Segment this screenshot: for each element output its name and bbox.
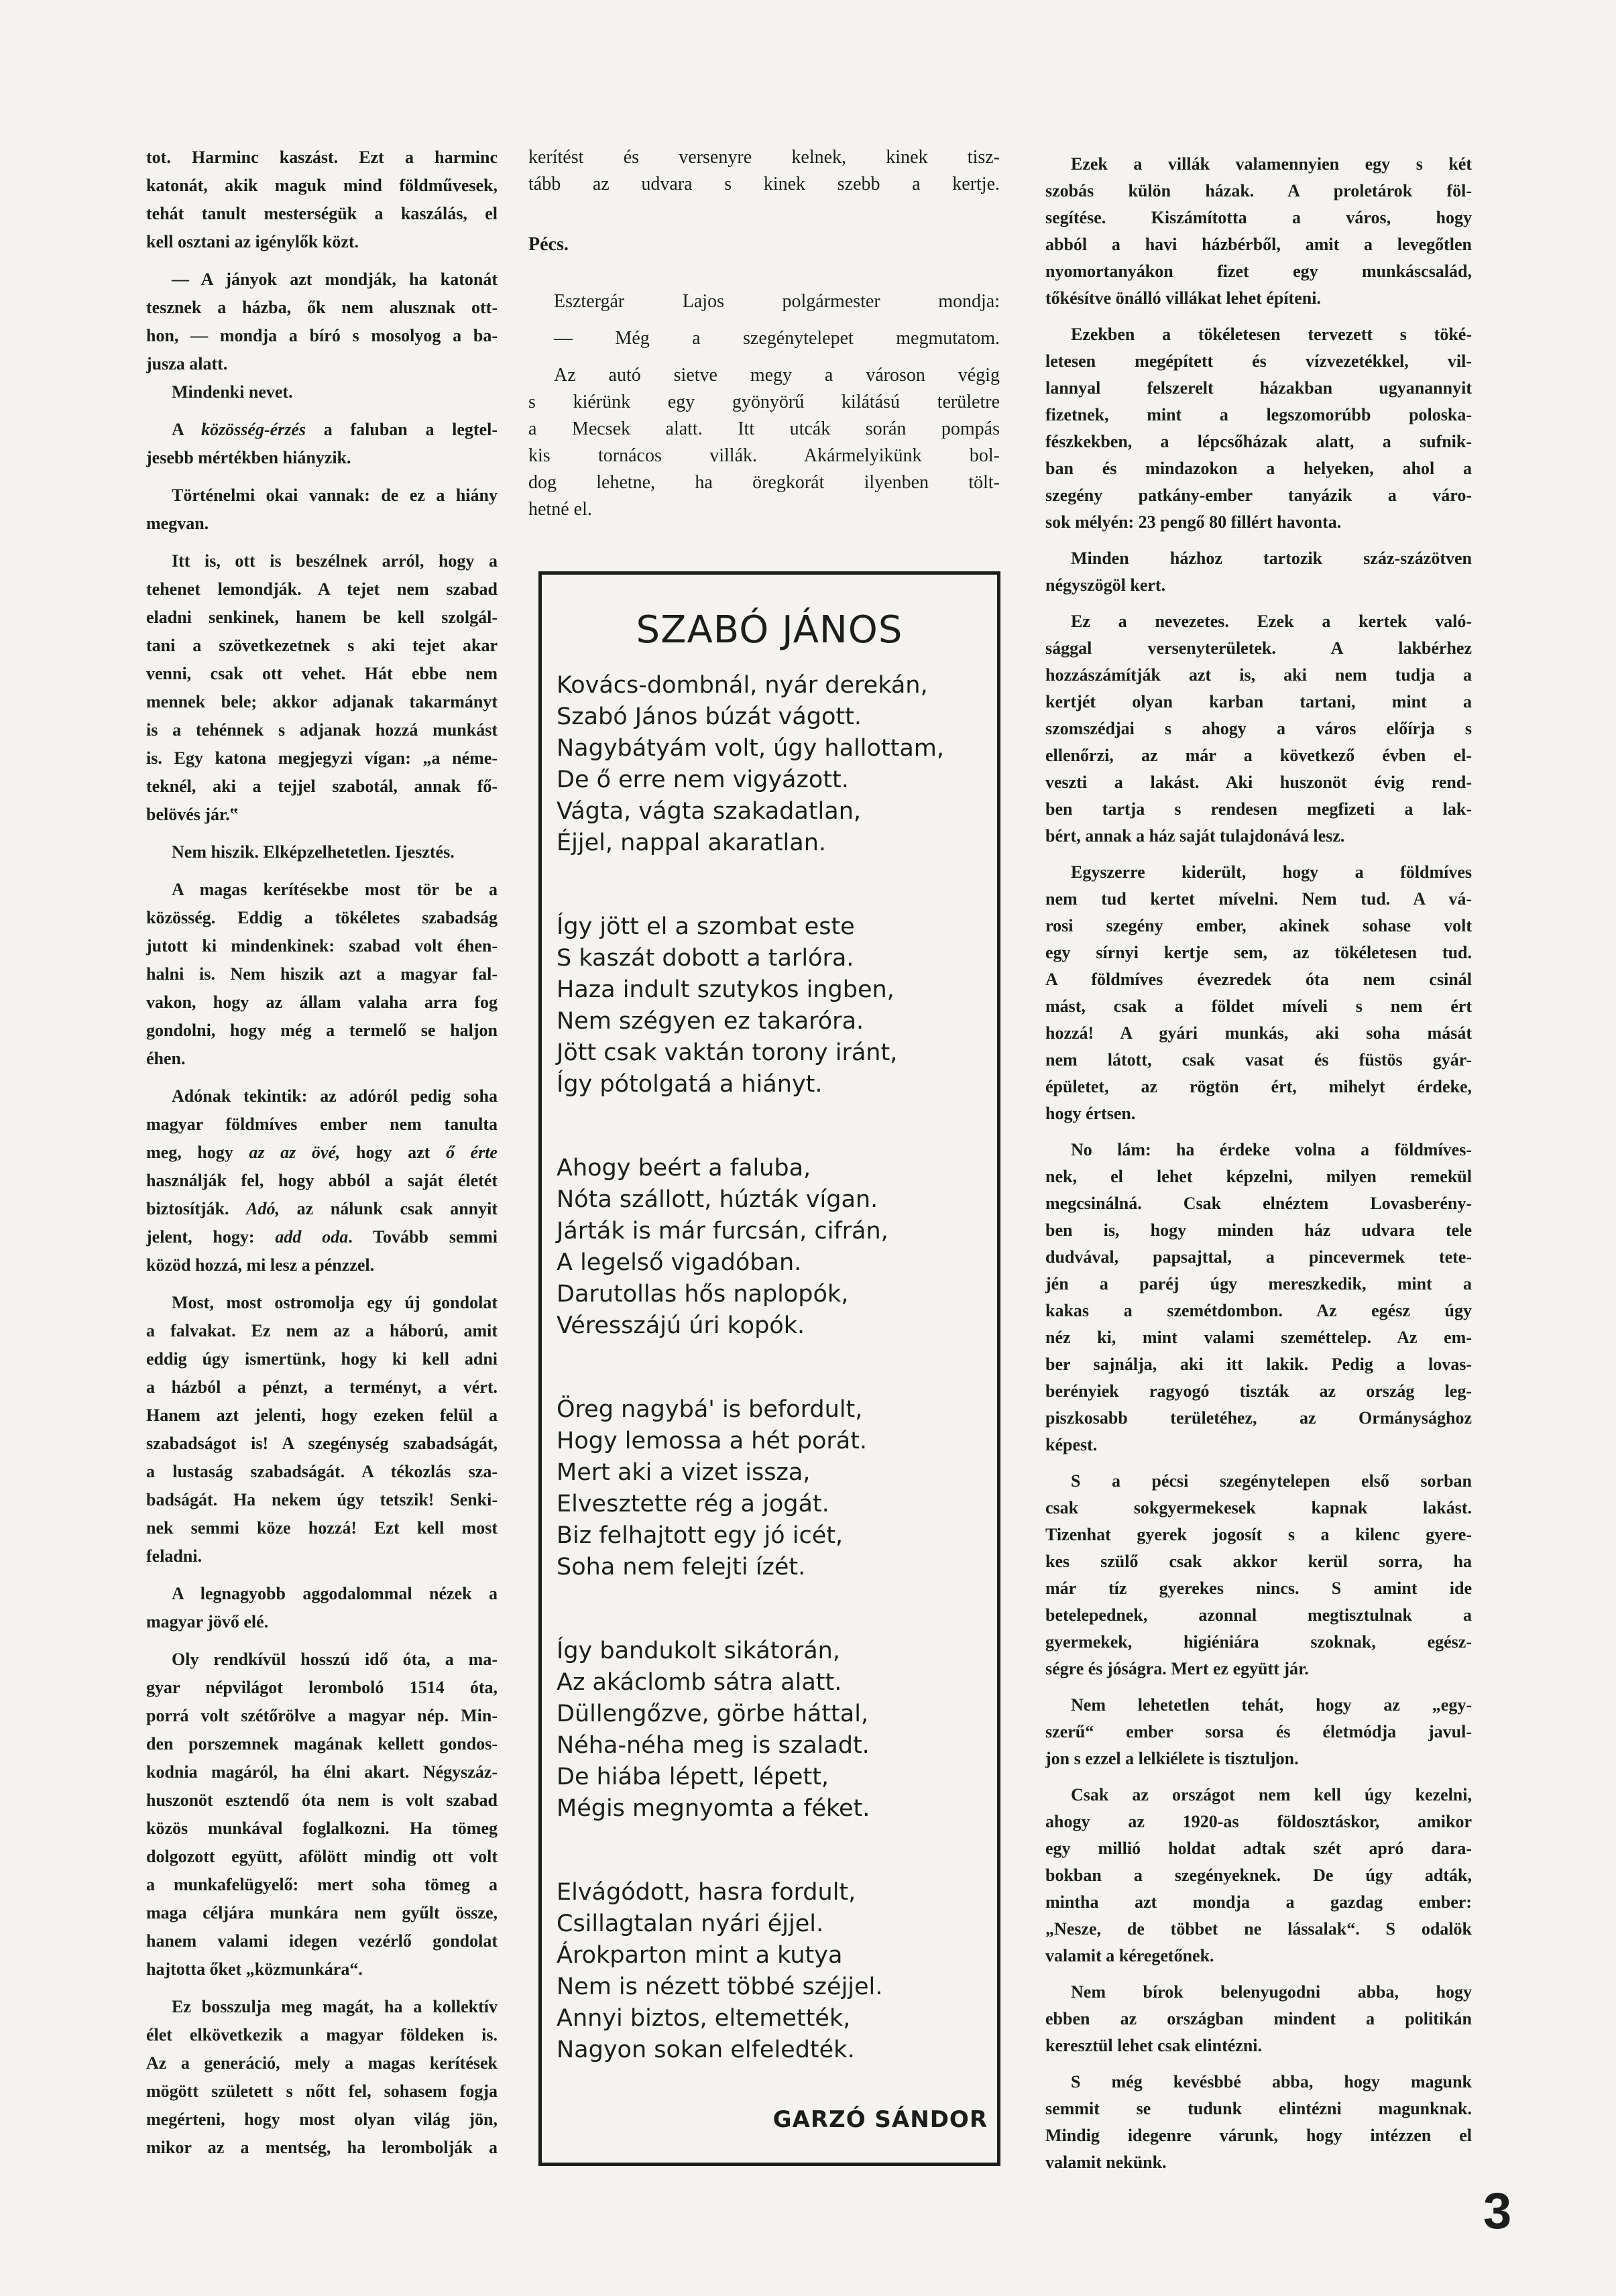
paragraph: [146, 481, 498, 538]
text-line: csak sokgyermekesek kapnak lakást.: [1045, 1498, 1472, 1517]
text-line: egy millió holdat adtak szét apró dara-: [1045, 1839, 1472, 1858]
text-line: segítése. Kiszámította a város, hogy: [1045, 208, 1472, 227]
text-line: valamit a kéregetőnek.: [1045, 1946, 1214, 1965]
poem-line: Néha-néha meg is szaladt.: [557, 1732, 870, 1759]
text-line: Adónak tekintik: az adóról pedig soha: [172, 1086, 498, 1106]
text-line: mennek bele; akkor adjanak takarmányt: [146, 692, 498, 711]
text-line: keresztül lehet csak elintézni.: [1045, 2036, 1263, 2055]
text-span: hogy azt: [340, 1143, 446, 1162]
text-span: jelent, hogy:: [146, 1227, 276, 1247]
text-line: Csak az országot nem kell úgy kezelni,: [1071, 1785, 1472, 1804]
poem-stanza: [557, 670, 990, 859]
text-line: megvan.: [146, 514, 209, 533]
poem-line: Véresszájú úri kopók.: [557, 1312, 805, 1339]
poem-line: Nóta szállott, húzták vígan.: [557, 1186, 878, 1213]
text-line: közöd hozzá, mi lesz a pénzzel.: [146, 1255, 375, 1275]
text-line: is a tehénnek s adjanak hozzá munkást: [146, 720, 498, 740]
poem-line: Nem szégyen ez takaróra.: [557, 1008, 864, 1035]
text-line: katonát, akik maguk mind földművesek,: [146, 176, 498, 195]
poem-line: Éjjel, nappal akaratlan.: [557, 829, 827, 856]
text-line: maga céljára munkára nem gyűlt össze,: [146, 1903, 498, 1922]
text-line: hetné el.: [528, 499, 592, 520]
text-line: Ezekben a tökéletesen tervezett s töké-: [1071, 325, 1472, 344]
text-span: biztosítják.: [146, 1199, 247, 1218]
paragraph: [146, 547, 498, 829]
text-line: kakas a szemétdombon. Az egész úgy: [1045, 1301, 1472, 1320]
text-line: nek semmi köze hozzá! Ezt kell most: [146, 1518, 498, 1538]
paragraph: [1045, 151, 1472, 312]
text-line: négyszögöl kert.: [1045, 575, 1166, 595]
text-line: Nem lehetetlen tehát, hogy az „egy-: [1071, 1695, 1472, 1715]
text-line: Most, most ostromolja egy új gondolat: [172, 1293, 498, 1312]
poem-line: Vágta, vágta szakadatlan,: [557, 798, 862, 825]
poem-line: De ő erre nem vigyázott.: [557, 766, 849, 793]
text-line: A földmíves évezredek óta nem csinál: [1045, 970, 1472, 989]
text-line: nek, el lehet képzelni, milyen remekül: [1045, 1167, 1472, 1186]
text-line: szomszédjai s ahogy a város előírja s: [1045, 719, 1472, 738]
article-column-2: [528, 144, 1000, 523]
text-line: porrá volt szétőrölve a magyar nép. Min-: [146, 1706, 498, 1725]
paragraph: [146, 1289, 498, 1570]
section-heading: [528, 231, 1000, 258]
italic-text: ő érte: [445, 1143, 498, 1162]
paragraph: [146, 144, 498, 256]
text-line: Mindenki nevet.: [172, 382, 293, 402]
poem-stanza: [557, 911, 990, 1100]
text-line: Itt is, ott is beszélnek arról, hogy a: [172, 551, 498, 571]
text-line: Az a generáció, mely a magas kerítések: [146, 2053, 498, 2073]
text-line: venni, csak ott vehet. Hát ebbe nem: [146, 664, 498, 683]
paragraph: [146, 266, 498, 378]
poem-line: Nagybátyám volt, úgy hallottam,: [557, 735, 944, 762]
paragraph: [1045, 1979, 1472, 2059]
text-line: a munkafelügyelő: mert soha tömeg a: [146, 1875, 498, 1894]
text-line: berényiek ragyogó tiszták az ország leg-: [1045, 1381, 1472, 1401]
text-line: ahogy az 1920-as földosztáskor, amikor: [1045, 1812, 1472, 1831]
text-line: A magas kerítésekbe most tör be a: [172, 880, 498, 899]
text-line: den porszemnek magának kellett gondos-: [146, 1734, 498, 1754]
text-line: Ez bosszulja meg magát, ha a kollektív: [172, 1997, 498, 2016]
poem-line: Szabó János búzát vágott.: [557, 703, 862, 730]
poem-author: GARZÓ SÁNDOR: [772, 2106, 988, 2133]
poem-line: Kovács-dombnál, nyár derekán,: [557, 672, 928, 699]
poem-line: Csillagtalan nyári éjjel.: [557, 1910, 824, 1937]
text-line: jon s ezzel a lelkiélete is tisztuljon.: [1045, 1749, 1299, 1768]
poem-line: Elvesztette rég a jogát.: [557, 1491, 829, 1517]
paragraph: [528, 288, 1000, 315]
text-line: eladni senkinek, hanem be kell szolgál-: [146, 608, 498, 627]
text-line: jusza alatt.: [146, 354, 228, 374]
text-line: letesen megépített és vízvezetékkel, vil-: [1045, 351, 1472, 371]
poem-stanza: [557, 1635, 990, 1825]
text-line: badságát. Ha nekem úgy tetszik! Senki-: [146, 1490, 498, 1509]
poem-line: Öreg nagybá' is befordult,: [557, 1396, 863, 1423]
text-line: bokban a szegényeknek. De úgy adták,: [1045, 1866, 1472, 1885]
poem-box: [538, 571, 1000, 2166]
text-line: ben tartja s rendesen megfizeti a lak-: [1045, 799, 1472, 819]
page-number: 3: [1483, 2183, 1512, 2240]
text-line: sággal versenyterületek. A lakbérhez: [1045, 638, 1472, 658]
text-line: hon, — mondja a bíró s mosolyog a ba-: [146, 326, 498, 345]
poem-line: Az akáclomb sátra alatt.: [557, 1669, 842, 1696]
text-line: tább az udvara s kinek szebb a kertje.: [528, 174, 1000, 194]
italic-text: az az övé,: [249, 1143, 341, 1162]
paragraph: [1045, 608, 1472, 850]
text-line: hajtotta őket „közmunkára“.: [146, 1959, 363, 1979]
poem-line: De hiába lépett, lépett,: [557, 1764, 829, 1790]
text-line: tehenet lemondják. A tejet nem szabad: [146, 579, 498, 599]
text-line: gyermekek, higiéniára szoknak, egész-: [1045, 1632, 1472, 1652]
paragraph: [146, 1646, 498, 1984]
text-line: tot. Harminc kaszást. Ezt a harminc: [146, 148, 498, 167]
text-line: Az autó sietve megy a városon végig: [554, 365, 1000, 386]
text-line: jutott ki mindenkinek: szabad volt éhen-: [146, 936, 498, 956]
text-line: tani a szövetkezetnek s aki tejet akar: [146, 636, 498, 655]
text-line: is. Egy katona megjegyzi vígan: „a néme-: [146, 748, 498, 768]
text-line: jén a paréj úgy mereszkedik, mint a: [1045, 1274, 1472, 1294]
text-line: Hanem azt jelenti, hogy ezeken felül a: [146, 1405, 498, 1425]
paragraph: [146, 1082, 498, 1279]
italic-text: Adó,: [246, 1199, 280, 1218]
paragraph: [528, 362, 1000, 523]
text-line: veszti a lakást. Aki huszonöt évig rend-: [1045, 772, 1472, 792]
paragraph: [146, 876, 498, 1073]
poem-line: Ahogy beért a faluba,: [557, 1155, 811, 1182]
text-line: S még kevésbbé abba, hogy magunk: [1071, 2072, 1472, 2091]
text-line: hogy értsen.: [1045, 1104, 1136, 1123]
text-line: — Még a szegénytelepet megmutatom.: [554, 328, 1000, 349]
text-line: mögött született s nőtt fel, sohasem fogja: [146, 2081, 498, 2101]
text-line: kes szülő csak akkor kerül sorra, ha: [1045, 1552, 1472, 1571]
text-line: nyomortanyákon fizet egy munkáscsalád,: [1045, 262, 1472, 281]
text-line: gondolni, hogy még a termelő se haljon: [146, 1021, 498, 1040]
poem-line: Nagyon sokan elfeledték.: [557, 2036, 855, 2063]
text-line: közös munkával foglalkozni. Ha tömeg: [146, 1819, 498, 1838]
text-span: meg, hogy: [146, 1143, 249, 1162]
text-line: mintha azt mondja a gazdag ember:: [1045, 1892, 1472, 1912]
text-line: megérteni, hogy most olyan világ jön,: [146, 2110, 498, 2129]
text-line: valamit nekünk.: [1045, 2152, 1167, 2172]
text-span: a faluban a legtel-: [306, 420, 498, 439]
text-line: semmit se tudunk elintézni magunknak.: [1045, 2099, 1472, 2118]
poem-line: Soha nem felejti ízét.: [557, 1554, 806, 1581]
paragraph: [146, 1993, 498, 2162]
text-line: Tizenhat gyerek jogosít s a kilenc gyere-: [1045, 1525, 1472, 1544]
poem-line: Hogy lemossa a hét porát.: [557, 1428, 868, 1454]
text-line: [146, 1223, 498, 1251]
text-line: a Mecsek alatt. Itt utcák során pompás: [528, 418, 1000, 439]
poem-line: Biz felhajtott egy jó icét,: [557, 1522, 844, 1549]
text-line: fizetnek, mint a legszomorúbb poloska-: [1045, 405, 1472, 424]
text-line: közösség. Eddig a tökéletes szabadság: [146, 908, 498, 927]
poem-line: Annyi biztos, eltemették,: [557, 2005, 851, 2032]
text-line: kodnia magáról, ha élni akart. Négyszáz-: [146, 1762, 498, 1782]
paragraph: [146, 378, 498, 406]
poem-line: A legelső vigadóban.: [557, 1249, 802, 1276]
text-line: Ez a nevezetes. Ezek a kertek való-: [1071, 612, 1472, 631]
text-line: dolgozott együtt, afölött mindig ott volt: [146, 1847, 498, 1866]
text-line: ellenőrzi, az már a következő évben el-: [1045, 746, 1472, 765]
text-line: kerítést és versenyre kelnek, kinek tisz-: [528, 147, 1000, 168]
text-line: tesznek a házba, ők nem alusznak ott-: [146, 298, 498, 317]
text-line: eddig úgy ismertünk, hogy ki kell adni: [146, 1349, 498, 1369]
text-line: tőkésítve önálló villákat lehet építeni.: [1045, 288, 1321, 308]
poem-stanza: [557, 1877, 990, 2066]
text-line: kell osztani az igénylők közt.: [146, 232, 359, 251]
text-line: Mindig idegenre várunk, hogy intézzen el: [1045, 2126, 1472, 2145]
text-line: kis tornácos villák. Akármelyikünk bol-: [528, 445, 1000, 466]
text-line: kertjét olyan karban tartani, mint a: [1045, 692, 1472, 711]
italic-text: add oda: [275, 1227, 349, 1247]
text-line: ebben az országban mindent a politikán: [1045, 2009, 1472, 2028]
text-line: hozzá! A gyári munkás, aki soha mását: [1045, 1023, 1472, 1043]
text-line: halni is. Nem hiszik azt a magyar fal-: [146, 964, 498, 984]
poem-line: Haza indult szutykos ingben,: [557, 976, 894, 1003]
text-line: A legnagyobb aggodalommal nézek a: [172, 1584, 498, 1603]
text-line: használják fel, hogy abból a saját életét: [146, 1171, 498, 1190]
text-line: betelepednek, azonnal megtisztulnak a: [1045, 1605, 1472, 1625]
text-line: Egyszerre kiderült, hogy a földmíves: [1071, 862, 1472, 882]
text-line: gyar népvilágot leromboló 1514 óta,: [146, 1678, 498, 1697]
text-line: vakon, hogy az állam valaha arra fog: [146, 992, 498, 1012]
text-line: belövés jár.‟: [146, 805, 239, 824]
text-line: egy sírnyi kertje sem, az tökéletesen tud.: [1045, 943, 1472, 962]
paragraph: [1045, 2069, 1472, 2176]
poem-stanza: [557, 1394, 990, 1583]
text-line: rosi szegény ember, akinek sohase volt: [1045, 916, 1472, 935]
poem-line: Nem is nézett többé széjjel.: [557, 1973, 883, 2000]
text-line: No lám: ha érdeke volna a földmíves-: [1071, 1140, 1472, 1159]
text-line: szegény patkány-ember tanyázik a váro-: [1045, 485, 1472, 505]
paragraph: [1045, 859, 1472, 1127]
paragraph: [146, 1580, 498, 1636]
poem-line: Mégis megnyomta a féket.: [557, 1795, 870, 1822]
poem-line: S kaszát dobott a tarlóra.: [557, 945, 854, 972]
text-line: a házból a pénzt, a terményt, a vért.: [146, 1377, 498, 1397]
poem-line: Jött csak vaktán torony iránt,: [557, 1039, 898, 1066]
paragraph: [1045, 1468, 1472, 1682]
text-line: megcsinálná. Csak elnéztem Lovasberény-: [1045, 1194, 1472, 1213]
text-line: hozzászámítják azt is, aki nem tudja a: [1045, 665, 1472, 685]
text-line: tehát tanult mesterségük a kaszálás, el: [146, 204, 498, 223]
text-span: az nálunk csak annyit: [279, 1199, 498, 1218]
article-column-3: [1045, 151, 1472, 2176]
text-line: már tíz gyerekes nincs. S amint ide: [1045, 1578, 1472, 1598]
text-line: abból a havi házbérből, amit a levegőtlen: [1045, 235, 1472, 254]
text-line: ban és mindazokon a helyeken, ahol a: [1045, 459, 1472, 478]
text-line: [146, 416, 498, 444]
text-line: bért, annak a ház saját tulajdonává lesz.: [1045, 826, 1345, 846]
paragraph: [528, 144, 1000, 198]
text-line: teknél, aki a tejjel szabotál, annak fő-: [146, 777, 498, 796]
text-line: a lustaság szabadságát. A tékozlás sza-: [146, 1462, 498, 1481]
text-line: szabadságot is! A szegénység szabadságát,: [146, 1434, 498, 1453]
paragraph: [146, 416, 498, 472]
text-line: piszkosabb területéhez, az Ormánysághoz: [1045, 1408, 1472, 1428]
poem-line: Árokparton mint a kutya: [557, 1942, 843, 1969]
text-line: ber sajnálja, aki itt lakik. Pedig a lovas-: [1045, 1355, 1472, 1374]
text-line: magyar földmíves ember nem tanulta: [146, 1114, 498, 1134]
text-line: Minden házhoz tartozik száz-százötven: [1071, 549, 1472, 568]
text-line: képest.: [1045, 1435, 1098, 1454]
article-column-1: [146, 144, 498, 2162]
text-line: huszonöt esztendő óta nem is volt szabad: [146, 1790, 498, 1810]
paragraph: [1045, 1782, 1472, 1969]
text-line: S a pécsi szegénytelepen első sorban: [1071, 1471, 1472, 1491]
text-line: Oly rendkívül hosszú idő óta, a ma-: [172, 1650, 498, 1669]
paragraph: [1045, 321, 1472, 536]
text-line: Történelmi okai vannak: de ez a hiány: [172, 485, 498, 505]
text-line: épületet, az rögtön ért, mihelyt érdeke,: [1045, 1077, 1472, 1096]
poem-line: Mert aki a vizet issza,: [557, 1459, 811, 1486]
poem-line: Darutollas hős naplopók,: [557, 1281, 849, 1308]
text-span: . Tovább semmi: [348, 1227, 498, 1247]
paragraph: [146, 838, 498, 866]
text-line: feladni.: [146, 1546, 203, 1566]
text-line: Ezek a villák valamennyien egy s két: [1071, 154, 1472, 174]
text-span: A: [172, 420, 202, 439]
text-line: dudvával, papsajttal, a pincevermek tete-: [1045, 1247, 1472, 1267]
text-line: mikor az a mentség, ha lerombolják a: [146, 2138, 498, 2157]
paragraph: [1045, 545, 1472, 599]
text-line: Nem bírok belenyugodni abba, hogy: [1071, 1982, 1472, 2002]
text-line: a falvakat. Ez nem az a háború, amit: [146, 1321, 498, 1340]
paragraph: [528, 325, 1000, 352]
text-line: [146, 1139, 498, 1167]
poem-line: Így bandukolt sikátorán,: [557, 1638, 840, 1664]
poem-title: SZABÓ JÁNOS: [636, 608, 903, 652]
text-line: s kiérünk egy gyönyörű kilátású területre: [528, 392, 1000, 412]
paragraph: [1045, 1137, 1472, 1458]
text-line: Pécs.: [528, 234, 569, 255]
text-line: szerű“ ember sorsa és életmódja javul-: [1045, 1722, 1472, 1741]
text-line: néz ki, mint valami szeméttelep. Az em-: [1045, 1328, 1472, 1347]
poem-line: Járták is már furcsán, cifrán,: [557, 1218, 888, 1245]
text-line: éhen.: [146, 1049, 186, 1068]
text-line: élet elkövetkezik a magyar földeken is.: [146, 2025, 498, 2045]
text-line: fészkekben, a lépcsőházak alatt, a sufnik-: [1045, 432, 1472, 451]
text-line: lannyal felszerelt házakban ugyanannyit: [1045, 378, 1472, 398]
text-line: ben is, hogy minden ház udvara tele: [1045, 1220, 1472, 1240]
text-line: mást, csak a földet míveli s nem ért: [1045, 996, 1472, 1016]
poem-line: Így pótolgatá a hiányt.: [557, 1071, 823, 1098]
text-line: ségre és jóságra. Mert ez együtt jár.: [1045, 1659, 1309, 1678]
paragraph: [1045, 1692, 1472, 1772]
text-line: — A jányok azt mondják, ha katonát: [172, 270, 498, 289]
text-line: [146, 1195, 498, 1223]
text-line: Nem hiszik. Elképzelhetetlen. Ijesztés.: [172, 842, 455, 862]
poem-body: [557, 670, 990, 2066]
poem-line: Düllengőzve, görbe háttal,: [557, 1701, 869, 1727]
poem-line: Így jött el a szombat este: [557, 913, 855, 940]
text-line: hanem valami idegen vezérlő gondolat: [146, 1931, 498, 1951]
text-line: dog lehetne, ha öregkorát ilyenben tölt-: [528, 472, 1000, 493]
text-line: nem tud kertet mívelni. Nem tud. A vá-: [1045, 889, 1472, 909]
text-line: magyar jövő elé.: [146, 1612, 269, 1631]
italic-text: közösség-érzés: [201, 420, 306, 439]
text-line: „Nesze, de többet ne lássalak“. S odalök: [1045, 1919, 1472, 1939]
text-line: sok mélyén: 23 pengő 80 fillért havonta.: [1045, 512, 1342, 532]
text-line: Esztergár Lajos polgármester mondja:: [554, 291, 1000, 312]
text-line: szobás külön házak. A proletárok föl-: [1045, 181, 1472, 200]
poem-line: Elvágódott, hasra fordult,: [557, 1879, 856, 1906]
text-line: jesebb mértékben hiányzik.: [146, 448, 351, 467]
text-line: nem látott, csak vasat és füstös gyár-: [1045, 1050, 1472, 1070]
poem-stanza: [557, 1153, 990, 1342]
